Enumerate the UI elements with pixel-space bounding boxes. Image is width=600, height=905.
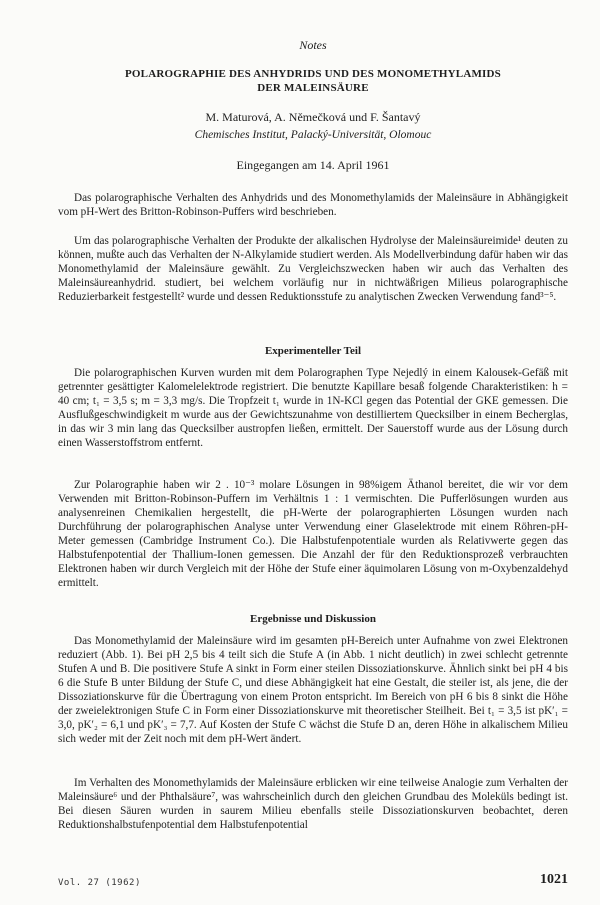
- authors: M. Maturová, A. Němečková und F. Šantavý: [205, 110, 421, 124]
- results-heading: Ergebnisse und Diskussion: [250, 613, 376, 625]
- experimental-heading: Experimenteller Teil: [264, 345, 362, 357]
- affiliation: Chemisches Institut, Palacký-Universität, Olomouc: [194, 129, 432, 141]
- results-section-2: [58, 776, 568, 832]
- results-paragraph-2: Im Verhalten des Monomethylamids der Maleinsäure erblicken wir eine teilweise Analogie zum Verhalten der Maleinsäure⁶ und der Phthalsäure⁷, was wahrscheinlich durch den gleichen Grundbau des Moleküls bedingt ist. Bei diesen Säuren wurden in saurem Milieu ebenfalls steile Dissoziationskurven beobachtet, deren Reduktionshalbstufenpotential dem Halbstufenpotential: [58, 777, 568, 831]
- experimental-section-2: [58, 478, 568, 590]
- experimental-paragraph-2: Zur Polarographie haben wir 2 . 10⁻³ molare Lösungen in 98%igem Äthanol bereitet, die wir vor dem Verwenden mit Britton-Robinson-Puffern im Verhältnis 1 : 1 vermischten. Die Pufferlösungen wurden aus analysenreinen Chemikalien hergestellt, die pH-Werte der polarographierten Lösungen wurden nach Durchführung der polarographischen Analyse unter Verwendung einer Glaselektrode mit einem Röhren-pH-Meter gemessen (Cambridge Instrument Co.). Die Halbstufenpotentiale wurden als Relativwerte gegen das Halbstufenpotential der Thallium-Ionen gemessen. Die Anzahl der für den Reduktionsprozeß verbrauchten Elektronen haben wir durch Vergleich mit der Höhe der Stufe einer äquimolaren Lösung von m-Oxybenzaldehyd ermittelt.: [58, 479, 568, 589]
- abstract: [58, 191, 568, 219]
- title-line-1: POLAROGRAPHIE DES ANHYDRIDS UND DES MONOMETHYLAMIDS: [125, 68, 501, 80]
- abstract-text: Das polarographische Verhalten des Anhydrids und des Monomethylamids der Maleinsäure in Abhängigkeit vom pH-Wert des Britton-Robinson-Puffers wird beschrieben.: [58, 192, 568, 218]
- received-date: Eingegangen am 14. April 1961: [236, 158, 390, 172]
- experimental-paragraph-1: Die polarographischen Kurven wurden mit dem Polarographen Type Nejedlý in einem Kalousek-Gefäß mit getrennter gesättigter Kalomelelektrode registriert. Die benutzte Kapillare besaß folgende Charakteristiken: h = 40 cm; t₁ = 3,5 s; m = 3,3 mg/s. Die Tropfzeit t₁ wurde in 1N-KCl gegen das Potential der GKE gemessen. Die Ausflußgeschwindigkeit m wurde aus der Gewichtszunahme von destilliertem Quecksilber in einem Becherglas, in das wir 3 min lang das Quecksilber austropfen ließen, ermittelt. Der Sauerstoff wurde aus der Lösung durch einen Wasserstoffstrom entfernt.: [58, 367, 568, 449]
- experimental-section: [58, 366, 568, 450]
- results-paragraph-1: Das Monomethylamid der Maleinsäure wird im gesamten pH-Bereich unter Aufnahme von zwei Elektronen reduziert (Abb. 1). Bei pH 2,5 bis 4 teilt sich die Stufe A (in Abb. 1 nicht deutlich) in zwei schlecht getrennte Stufen A und B. Die positivere Stufe A sinkt in Form einer steilen Dissoziationskurve. Ähnlich sinkt bei pH 4 bis 6 die Stufe B unter Bildung der Stufe C, und diese Abhängigkeit hat eine Gestalt, die steiler ist, als jene, die der Dissoziationskurve für die Übertragung von einem Proton entspricht. Im Bereich von pH 6 bis 8 sinkt die Höhe der zweielektronigen Stufe C in Form einer Dissoziationskurve mit theoretischer Steilheit. Bei t₁ = 3,5 ist pK′₁ = 3,0, pK′₂ = 6,1 und pK′₃ = 7,7. Auf Kosten der Stufe C wächst die Stufe D an, deren Höhe in alkalischem Milieu sich weder mit der Zeit noch mit dem pH-Wert ändert.: [58, 635, 568, 745]
- introduction: [58, 234, 568, 304]
- title-line-2: DER MALEINSÄURE: [257, 82, 369, 94]
- article-title: [58, 67, 568, 95]
- page-number: 1021: [540, 872, 568, 887]
- intro-paragraph: Um das polarographische Verhalten der Produkte der alkalischen Hydrolyse der Maleinsäureimide¹ deuten zu können, mußte auch das Verhalten der N-Alkylamide studiert werden. Als Modellverbindung dafür haben wir das Monomethylamid der Maleinsäure gewählt. Zu Vergleichszwecken haben wir auch das Verhalten des Maleinsäureanhydrid. studiert, bei welchem vorläufig nur in nichtwäßrigen Milieus polarographische Reduzierbarkeit festgestellt² wurde und dessen Reduktionsstufe zu analytischen Zwecken Verwendung fand³⁻⁵.: [58, 235, 568, 303]
- results-section: [58, 634, 568, 746]
- volume-info: Vol. 27 (1962): [58, 878, 141, 888]
- section-header: Notes: [299, 38, 327, 52]
